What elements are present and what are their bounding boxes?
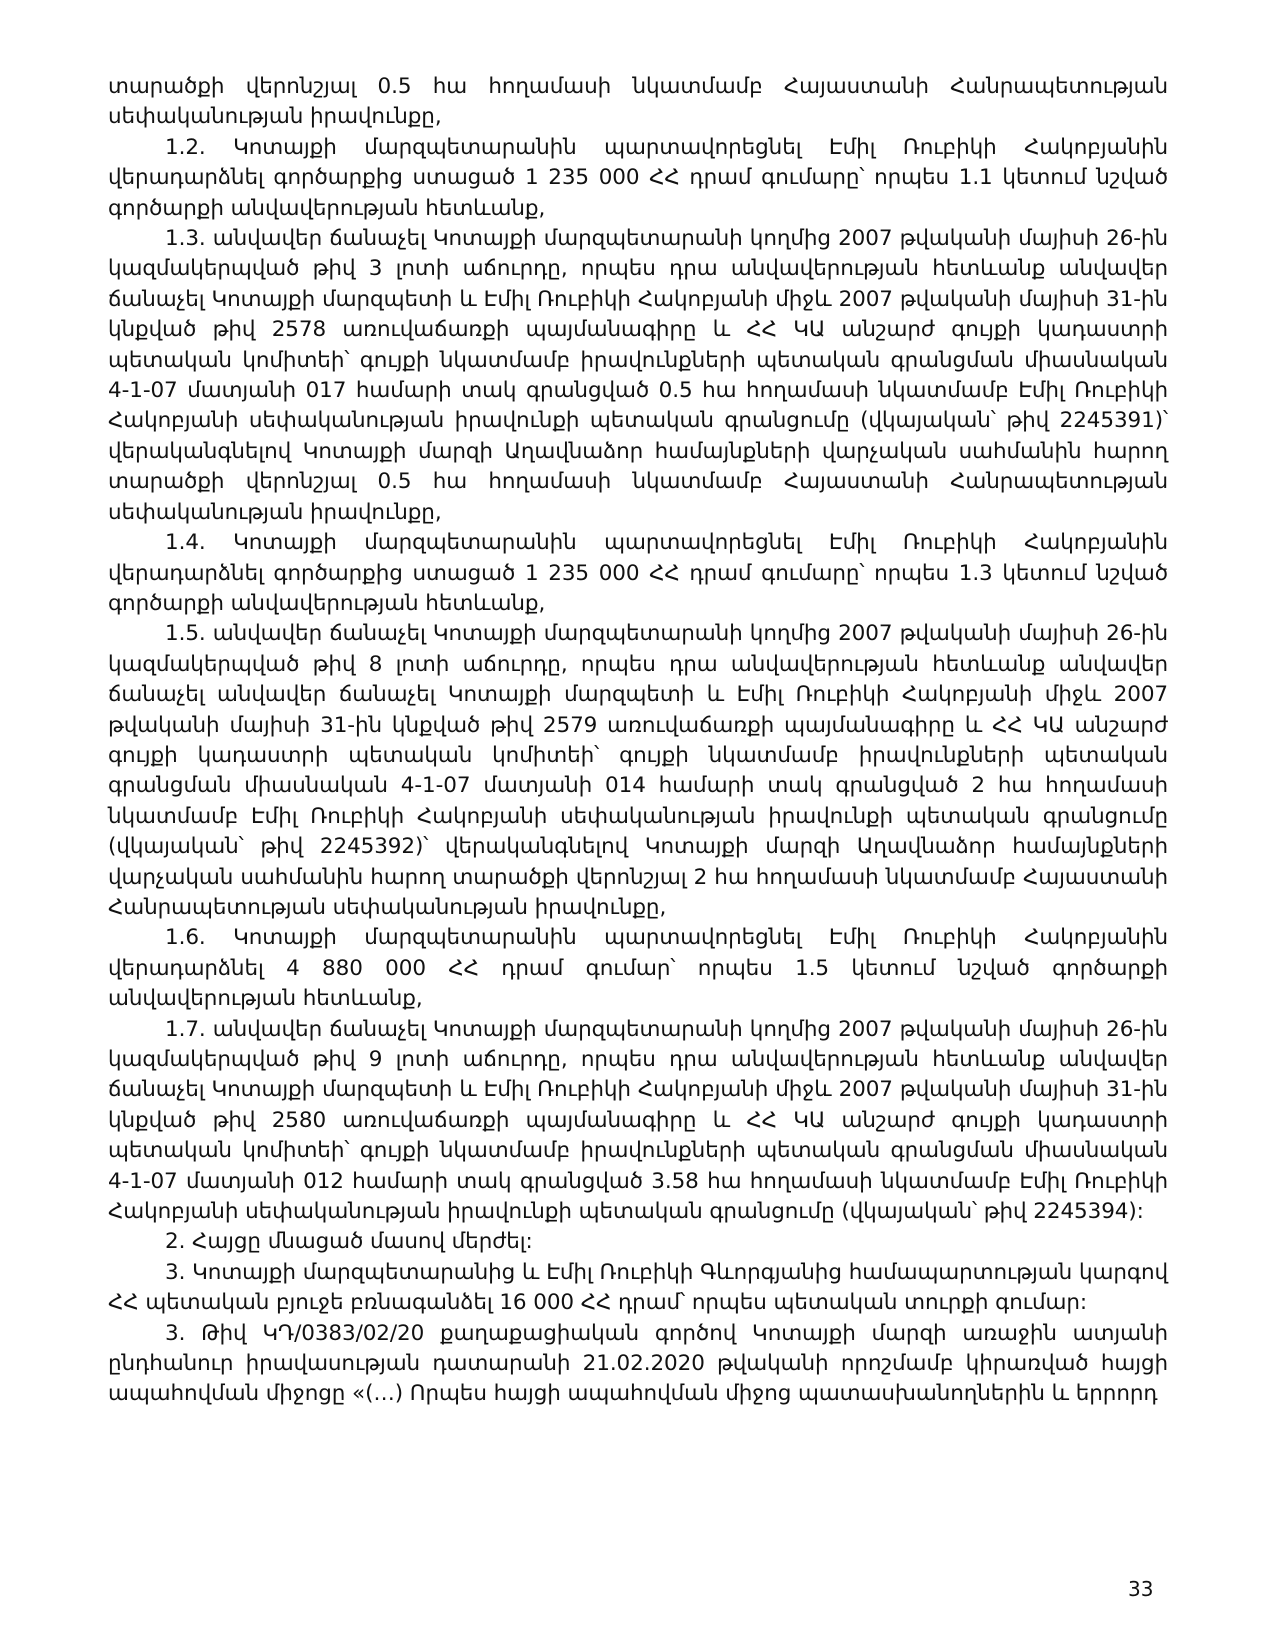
paragraph-3a: 3. Կոտայքի մարզպետարանից և Էմիլ Ռուբիկի Գևորգյանից համապարտության կարգով ՀՀ պետական բյուջե բռնագանձել 16 000 ՀՀ դրամ՝ որպես պետական տուրքի գումար:	[108, 1259, 1168, 1316]
paragraph-1-6: 1.6. Կոտայքի մարզպետարանին պարտավորեցնել Էմիլ Ռուբիկի Հակոբյանին վերադարձնել 4 880 000 ՀՀ դրամ գումար՝ որպես 1.5 կետում նշված գործարքի անվավերության հետևանք,	[108, 925, 1168, 1012]
page-number: 33	[1128, 1577, 1154, 1601]
document-page	[108, 72, 1168, 1410]
paragraph-1-2: 1.2. Կոտայքի մարզպետարանին պարտավորեցնել Էմիլ Ռուբիկի Հակոբյանին վերադարձնել գործարքից ստացած 1 235 000 ՀՀ դրամ գումարը՝ որպես 1.1 կետում նշված գործարքի անվավերության հետևանք,	[108, 134, 1168, 221]
paragraph-1-4: 1.4. Կոտայքի մարզպետարանին պարտավորեցնել Էմիլ Ռուբիկի Հակոբյանին վերադարձնել գործարքից ստացած 1 235 000 ՀՀ դրամ գումարը՝ որպես 1.3 կետում նշված գործարքի անվավերության հետևանք,	[108, 530, 1168, 616]
paragraph-2: 2. Հայցը մնացած մասով մերժել:	[165, 1229, 533, 1255]
paragraph-continuation-1-1: տարածքի վերոնշյալ 0.5 հա հողամասի նկատմամբ Հայաստանի Հանրապետության սեփականության իրավունքը,	[108, 74, 1168, 130]
paragraph-1-5: 1.5. անվավեր ճանաչել Կոտայքի մարզպետարանի կողմից 2007 թվականի մայիսի 26-ին կազմակերպված թիվ 8 լոտի աճուրդը, որպես դրա անվավերության հետևանք անվավեր ճանաչել անվավեր ճանաչել Կոտայքի մարզպետի և Էմիլ Ռուբիկի Հակոբյանի միջև 2007 թվականի մայիսի 31-ին կնքված թիվ 2579 առուվաճառքի պայմանագիրը և ՀՀ ԿԱ անշարժ գույքի կադաստրի պետական կոմիտեի՝ գույքի նկատմամբ իրավունքների պետական գրանցման միասնական 4-1-07 մատյանի 014 համարի տակ գրանցված 2 հա հողամասի նկատմամբ Էմիլ Ռուբիկի Հակոբյանի սեփականության իրավունքի պետական գրանցումը (վկայական՝ թիվ 2245392)՝ վերականգնելով Կոտայքի մարզի Աղավնաձոր համայնքների վարչական սահմանին հարող տարածքի վերոնշյալ 2 հա հողամասի նկատմամբ Հայաստանի Հանրապետության սեփականության իրավունքը,	[108, 621, 1168, 920]
paragraph-1-7: 1.7. անվավեր ճանաչել Կոտայքի մարզպետարանի կողմից 2007 թվականի մայիսի 26-ին կազմակերպված թիվ 9 լոտի աճուրդը, որպես դրա անվավերության հետևանք անվավեր ճանաչել Կոտայքի մարզպետի և Էմիլ Ռուբիկի Հակոբյանի միջև 2007 թվականի մայիսի 31-ին կնքված թիվ 2580 առուվաճառքի պայմանագիրը և ՀՀ ԿԱ անշարժ գույքի կադաստրի պետական կոմիտեի՝ գույքի նկատմամբ իրավունքների պետական գրանցման միասնական 4-1-07 մատյանի 012 համարի տակ գրանցված 3.58 հա հողամասի նկատմամբ Էմիլ Ռուբիկի Հակոբյանի սեփականության իրավունքի պետական գրանցումը (վկայական՝ թիվ 2245394):	[108, 1016, 1168, 1225]
paragraph-3b: 3. Թիվ ԿԴ/0383/02/20 քաղաքացիական գործով Կոտայքի մարզի առաջին ատյանի ընդհանուր իրավասության դատարանի 21.02.2020 թվականի որոշմամբ կիրառված հայցի ապահովման միջոցը «(…) Որպես հայցի ապահովման միջոց պատասխանողներին և երրորդ	[108, 1320, 1168, 1407]
paragraph-1-3: 1.3. անվավեր ճանաչել Կոտայքի մարզպետարանի կողմից 2007 թվականի մայիսի 26-ին կազմակերպված թիվ 3 լոտի աճուրդը, որպես դրա անվավերության հետևանք անվավեր ճանաչել Կոտայքի մարզպետի և Էմիլ Ռուբիկի Հակոբյանի միջև 2007 թվականի մայիսի 31-ին կնքված թիվ 2578 առուվաճառքի պայմանագիրը և ՀՀ ԿԱ անշարժ գույքի կադաստրի պետական կոմիտեի՝ գույքի նկատմամբ իրավունքների պետական գրանցման միասնական 4-1-07 մատյանի 017 համարի տակ գրանցված 0.5 հա հողամասի նկատմամբ Էմիլ Ռուբիկի Հակոբյանի սեփականության իրավունքի պետական գրանցումը (վկայական՝ թիվ 2245391)՝ վերականգնելով Կոտայքի մարզի Աղավնաձոր համայնքների վարչական սահմանին հարող տարածքի վերոնշյալ 0.5 հա հողամասի նկատմամբ Հայաստանի Հանրապետության սեփականության իրավունքը,	[108, 226, 1168, 525]
